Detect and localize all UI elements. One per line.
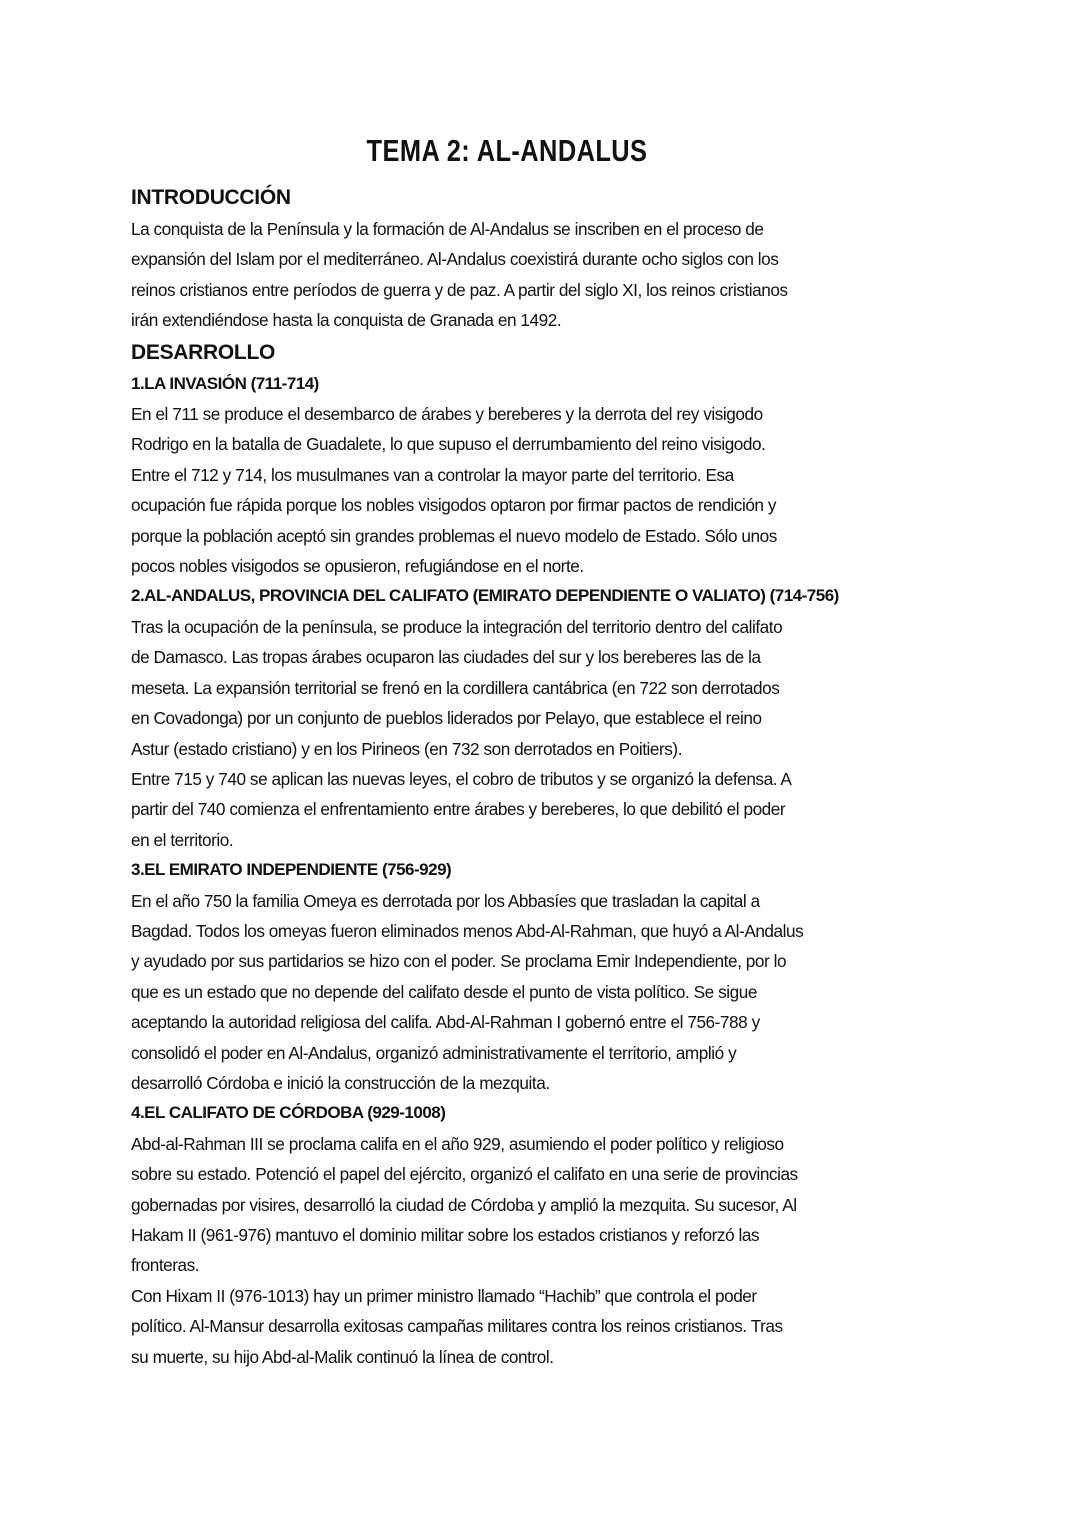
text-line: Tras la ocupación de la península, se produce la integración del territorio dentro del califato — [131, 616, 783, 637]
text-line: Bagdad. Todos los omeyas fueron eliminados menos Abd-Al-Rahman, que huyó a Al-Andalus — [131, 920, 804, 941]
text-line: partir del 740 comienza el enfrentamiento entre árabes y bereberes, lo que debilitó el poder — [131, 799, 786, 820]
text-line: en el territorio. — [131, 829, 234, 850]
text-line: Hakam II (961-976) mantuvo el dominio militar sobre los estados cristianos y reforzó las — [131, 1225, 760, 1245]
text-line: En el 711 se produce el desembarco de árabes y bereberes y la derrota del rey visigodo — [131, 404, 763, 425]
text-line: En el año 750 la familia Omeya es derrotada por los Abbasíes que trasladan la capital a — [131, 890, 760, 911]
section-paragraph — [131, 399, 1011, 581]
section-paragraph — [131, 1129, 1011, 1372]
section-heading: 2.AL-ANDALUS, PROVINCIA DEL CALIFATO (EMIRATO DEPENDIENTE O VALIATO) (714-756) — [131, 586, 839, 606]
text-line: fronteras. — [131, 1255, 200, 1276]
text-line: y ayudado por sus partidarios se hizo con el poder. Se proclama Emir Independiente, por lo — [131, 951, 787, 972]
text-line: Astur (estado cristiano) y en los Pirineos (en 732 son derrotados en Poitiers). — [131, 738, 683, 759]
section-paragraph — [131, 612, 1011, 855]
section-paragraph — [131, 886, 1011, 1099]
text-line: ocupación fue rápida porque los nobles visigodos optaron por firmar pactos de rendición y — [131, 495, 776, 516]
text-line: Abd-al-Rahman III se proclama califa en el año 929, asumiendo el poder político y religioso — [131, 1133, 784, 1154]
text-line: que es un estado que no depende del califato desde el punto de vista político. Se sigue — [131, 981, 757, 1002]
section-heading: 1.LA INVASIÓN (711-714) — [131, 373, 319, 393]
text-line: Entre 715 y 740 se aplican las nuevas leyes, el cobro de tributos y se organizó la defensa. A — [131, 768, 792, 789]
text-line: pocos nobles visigodos se opusieron, refugiándose en el norte. — [131, 556, 584, 577]
text-line: en Covadonga) por un conjunto de pueblos liderados por Pelayo, que establece el reino — [131, 708, 762, 729]
document-title: TEMA 2: AL-ANDALUS — [366, 133, 648, 168]
text-line: La conquista de la Península y la formación de Al-Andalus se inscriben en el proceso de — [131, 219, 764, 239]
text-line: político. Al-Mansur desarrolla exitosas campañas militares contra los reinos cristianos. Tras — [131, 1316, 783, 1337]
text-line: de Damasco. Las tropas árabes ocuparon las ciudades del sur y los bereberes las de la — [131, 647, 761, 668]
text-line: Entre el 712 y 714, los musulmanes van a controlar la mayor parte del territorio. Esa — [131, 464, 734, 485]
desarrollo-sections — [131, 369, 1011, 1372]
section-heading: 4.EL CALIFATO DE CÓRDOBA (929-1008) — [131, 1103, 446, 1123]
intro-paragraph — [131, 214, 1011, 336]
text-line: Rodrigo en la batalla de Guadalete, lo que supuso el derrumbamiento del reino visigodo. — [131, 434, 766, 455]
text-line: meseta. La expansión territorial se frenó en la cordillera cantábrica (en 722 son derrotados — [131, 677, 780, 698]
text-line: aceptando la autoridad religiosa del califa. Abd-Al-Rahman I gobernó entre el 756-788 y — [131, 1012, 760, 1033]
text-line: consolidó el poder en Al-Andalus, organizó administrativamente el territorio, amplió y — [131, 1042, 737, 1063]
text-line: Con Hixam II (976-1013) hay un primer ministro llamado “Hachib” que controla el poder — [131, 1285, 757, 1306]
document-body — [131, 181, 1011, 1372]
text-line: sobre su estado. Potenció el papel del ejército, organizó el califato en una serie de provincias — [131, 1164, 798, 1185]
text-line: gobernadas por visires, desarrolló la ciudad de Córdoba y amplió la mezquita. Su sucesor, Al — [131, 1194, 797, 1215]
text-line: reinos cristianos entre períodos de guerra y de paz. A partir del siglo XI, los reinos cristianos — [131, 279, 788, 300]
intro-heading: INTRODUCCIÓN — [131, 186, 291, 209]
text-line: expansión del Islam por el mediterráneo. Al-Andalus coexistirá durante ocho siglos con los — [131, 249, 779, 270]
text-line: porque la población aceptó sin grandes problemas el nuevo modelo de Estado. Sólo unos — [131, 525, 777, 546]
section-heading: 3.EL EMIRATO INDEPENDIENTE (756-929) — [131, 860, 452, 880]
text-line: desarrolló Córdoba e inició la construcción de la mezquita. — [131, 1072, 550, 1093]
desarrollo-heading: DESARROLLO — [131, 340, 276, 364]
text-line: irán extendiéndose hasta la conquista de Granada en 1492. — [131, 310, 562, 331]
text-line: su muerte, su hijo Abd-al-Malik continuó la línea de control. — [131, 1346, 554, 1367]
